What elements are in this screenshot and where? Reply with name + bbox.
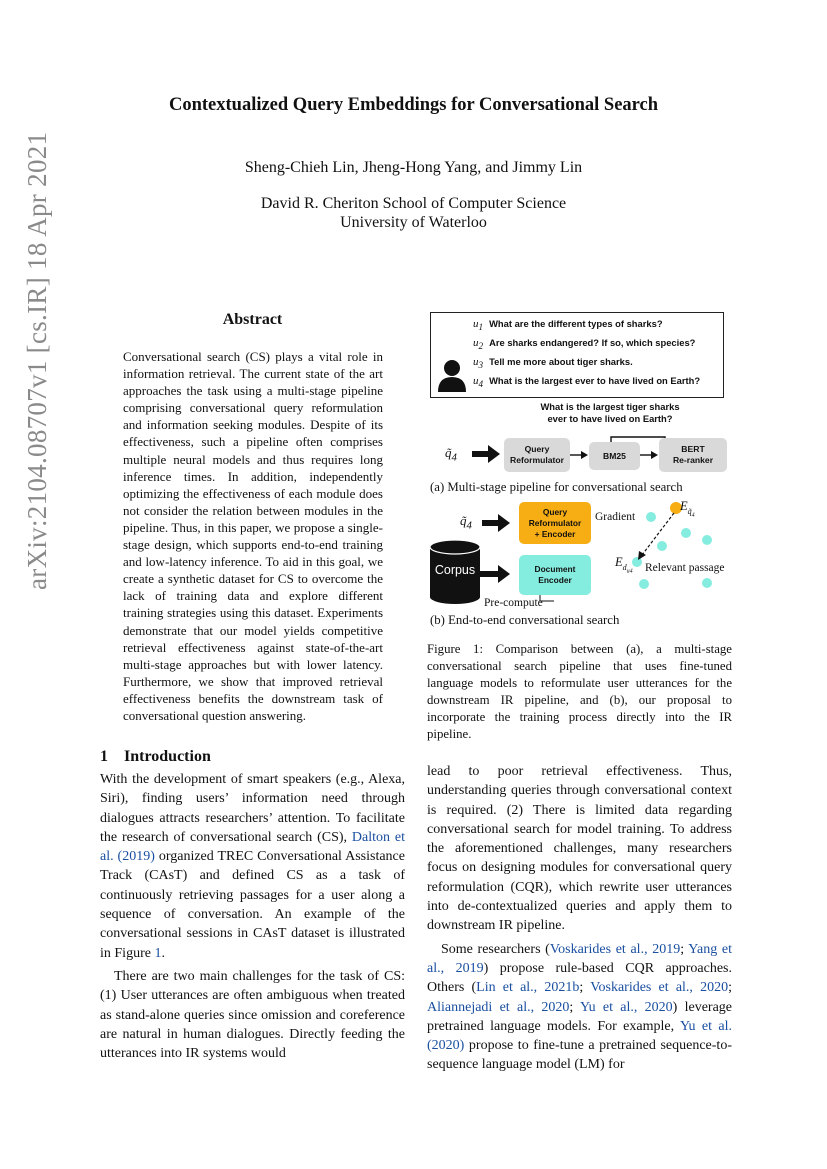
query-reformulator-box: Query Reformulator (504, 438, 570, 472)
citation-lin-2021b[interactable]: Lin et al., 2021b (476, 980, 580, 996)
relevant-passage-label: Relevant passage (645, 562, 725, 574)
input-arrowhead-b (498, 514, 510, 532)
bm25-box: BM25 (589, 442, 640, 470)
utterance-3-label: $u_3$ (473, 356, 484, 371)
section-heading (100, 748, 211, 766)
input-arrowhead-a (488, 445, 500, 463)
affiliation (0, 194, 827, 232)
utterance-4-text: What is the largest ever to have lived on Earth? (489, 375, 701, 386)
paper-title: Contextualized Query Embeddings for Conversational Search (168, 95, 659, 115)
right-column-body (427, 762, 732, 1075)
author-list: Sheng-Chieh Lin, Jheng-Hong Yang, and Jimmy Lin (244, 159, 583, 176)
gradient-arrowhead (638, 551, 646, 560)
figure-1 (420, 305, 735, 635)
query-symbol-a: $q̃_4$ (445, 445, 457, 464)
intro-paragraph-3: lead to poor retrieval effectiveness. Thus, understanding queries through conversational context is required. (2) There is limited data regarding conversational search for model training. To address the aforementioned challenges, many researchers focus on designing modules for conversational query reformulation (CQR), which rewrite user utterances into de-contextualized queries and apply them to downstream IR pipeline. (427, 764, 732, 934)
bert-reranker-box: BERT Re-ranker (659, 438, 727, 472)
embedding-dot-4 (702, 535, 712, 545)
embedding-dot-3 (681, 528, 691, 538)
citation-voskarides-2020[interactable]: Voskarides et al., 2020 (590, 980, 729, 996)
intro-paragraph-2: There are two main challenges for the task of CS: (1) User utterances are often ambiguous when treated as stand-alone queries since omission and coreference are natural in human dialogues. Directly feeding the utterances into IR systems would (100, 968, 405, 1062)
corpus-arrowhead (498, 565, 510, 583)
relevant-passage-dot (632, 557, 642, 567)
intro-paragraph-1: With the development of smart speakers (e.g., Alexa, Siri), finding users’ information need through dialogues attracts researchers’ attention. To facilitate the research of conversational search (CS), Dalton et al. (2019) organized TREC Conversational Assistance Track (CAsT) and defined CS as a task of continuously retrieving passages for a user along a sequence of conversation. An example of the conversational sessions in CAsT dataset is illustrated in Figure 1. (100, 772, 405, 961)
utterance-2-label: $u_2$ (473, 337, 484, 352)
reformulated-query: What is the largest tiger sharks ever to have lived on Earth? (540, 401, 680, 424)
corpus-label: Corpus (434, 563, 476, 577)
citation-voskarides-2019[interactable]: Voskarides et al., 2019 (549, 941, 681, 957)
subcaption-a: (a) Multi-stage pipeline for conversational search (430, 480, 683, 494)
arrowhead-reformulator-bm25 (581, 451, 588, 459)
affiliation-line-1: David R. Cheriton School of Computer Science (260, 195, 567, 212)
query-symbol-b: $q̃_4$ (460, 513, 472, 532)
intro-paragraph-4: Some researchers (Voskarides et al., 2019; Yang et al., 2019) propose rule-based CQR approaches. Others (Lin et al., 2021b; Voskarides et al., 2020; Aliannejadi et al., 2020; Yu et al., 2020) leverage pretrained language models. For example, Yu et al. (2020) propose to fine-tune a pretrained sequence-to-sequence language model (LM) for (427, 941, 732, 1073)
abstract-text: Conversational search (CS) plays a vital role in information retrieval. The current state of the art approaches the task using a multi-stage pipeline comprising conversational query reformulation and information seeking modules. Despite of its effectiveness, such a pipeline often comprises multiple neural models and thus requires long inference times. In addition, independently optimizing the effectiveness of each module does not consider the relation between modules in the pipeline. Thus, in this paper, we propose a single-stage design, which supports end-to-end training and low-latency inference. To aid in this goal, we create a synthetic dataset for CS to overcome the lack of training data and explore different training strategies using this dataset. Experiments demonstrate that our model yields competitive retrieval effectiveness against state-of-the-art multi-stage approaches but with lower latency. Furthermore, we show that improved retrieval effectiveness benefits the downstream task of conversational question answering. (123, 349, 383, 723)
gradient-label: Gradient (595, 511, 636, 523)
document-encoder-box: Document Encoder (519, 555, 591, 595)
citation-dalton[interactable]: Dalton et al. (2019) (100, 829, 405, 865)
utterance-4-label: $u_4$ (473, 375, 484, 390)
arxiv-identifier: arXiv:2104.08707v1 [cs.IR] 18 Apr 2021 (22, 131, 52, 590)
utterance-1-text: What are the different types of sharks? (489, 318, 663, 329)
utterance-1-label: $u_1$ (473, 318, 484, 333)
utterance-3-text: Tell me more about tiger sharks. (489, 356, 633, 367)
citation-yang-2019[interactable]: Yang et al., 2019 (427, 941, 732, 976)
subcaption-b: (b) End-to-end conversational search (430, 613, 620, 627)
arrowhead-bm25-bert (651, 451, 658, 459)
utterance-2-text: Are sharks endangered? If so, which species? (489, 337, 696, 348)
embedding-dot-5 (639, 579, 649, 589)
embedding-dot-6 (702, 578, 712, 588)
query-embedding-label: $E_{q̃_4}$ (680, 499, 695, 519)
figure-caption: Figure 1: Comparison between (a), a multi-stage conversational search pipeline that uses fine-tuned language models to reformulate user utterances for the downstream IR pipeline, and (b), our proposal to incorporate the training process directly into the IR pipeline. (427, 642, 732, 742)
affiliation-line-2: University of Waterloo (340, 214, 487, 231)
section-title: Introduction (124, 748, 211, 765)
citation-aliannejadi-2020[interactable]: Aliannejadi et al., 2020 (427, 999, 570, 1015)
citation-yu-2020-b[interactable]: Yu et al. (2020) (427, 1018, 732, 1054)
document-embedding-label: $E_{d_{u4}}$ (615, 555, 633, 575)
precompute-label: Pre-compute (484, 597, 543, 609)
figure-reference[interactable]: 1 (154, 945, 162, 961)
embedding-dot-1 (646, 512, 656, 522)
citation-yu-2020-a[interactable]: Yu et al., 2020 (580, 999, 673, 1015)
query-encoder-box: Query Reformulator + Encoder (519, 502, 591, 544)
section-number: 1 (100, 748, 108, 765)
abstract-heading: Abstract (222, 311, 283, 328)
embedding-dot-2 (657, 541, 667, 551)
left-column-body (100, 770, 405, 1063)
